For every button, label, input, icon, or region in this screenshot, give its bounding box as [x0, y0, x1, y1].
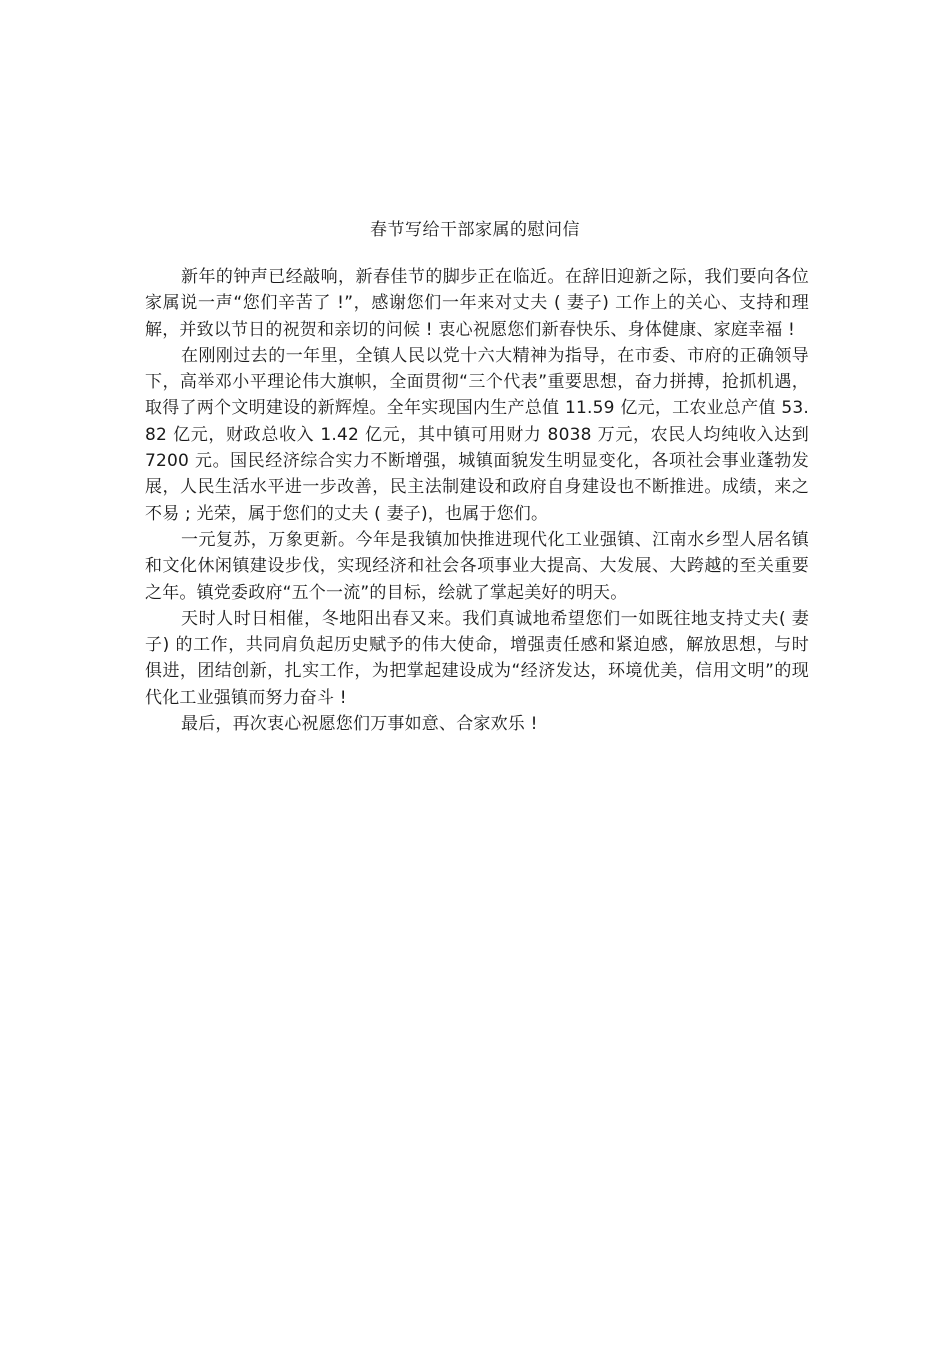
document-title: 春节写给干部家属的慰问信 — [370, 220, 580, 240]
paragraph-greeting: 新年的钟声已经敲响，新春佳节的脚步正在临近。在辞旧迎新之际，我们要向各位家属说一声“您们辛苦了 !”，感谢您们一年来对丈夫 ( 妻子) 工作上的关心、支持和理解，并致以节日的祝贺和亲切的问候 ! 衷心祝愿您们新春快乐、身体健康、家庭幸福 ! — [145, 267, 809, 340]
paragraph-appeal: 天时人时日相催，冬地阳出春又来。我们真诚地希望您们一如既往地支持丈夫( 妻子) 的工作，共同肩负起历史赋予的伟大使命，增强责任感和紧迫感，解放思想，与时俱进，团结创新，扎实工作，为把掌起建设成为“经济发达，环境优美，信用文明”的现代化工业强镇而努力奋斗 ! — [145, 608, 809, 708]
paragraph-closing: 最后，再次衷心祝愿您们万事如意、合家欢乐 ! — [181, 714, 538, 735]
paragraph-achievements: 在刚刚过去的一年里，全镇人民以党十六大精神为指导，在市委、市府的正确领导下，高举邓小平理论伟大旗帜，全面贯彻“三个代表”重要思想，奋力拼搏，抢抓机遇，取得了两个文明建设的新辉煌。全年实现国内生产总值 11.59 亿元，工农业总产值 53.82 亿元，财政总收入 1.42 亿元，其中镇可用财力 8038 万元，农民人均纯收入达到 7200 元。国民经济综合实力不断增强，城镇面貌发生明显变化，各项社会事业蓬勃发展，人民生活水平进一步改善，民主法制建设和政府自身建设也不断推进。成绩，来之不易 ; 光荣，属于您们的丈夫 ( 妻子)，也属于您们。 — [145, 345, 809, 524]
letter-body — [145, 264, 809, 737]
paragraph-new-year-goals: 一元复苏，万象更新。今年是我镇加快推进现代化工业强镇、江南水乡型人居名镇和文化休闲镇建设步伐，实现经济和社会各项事业大提高、大发展、大跨越的至关重要之年。镇党委政府“五个一流”的目标，绘就了掌起美好的明天。 — [145, 529, 809, 603]
